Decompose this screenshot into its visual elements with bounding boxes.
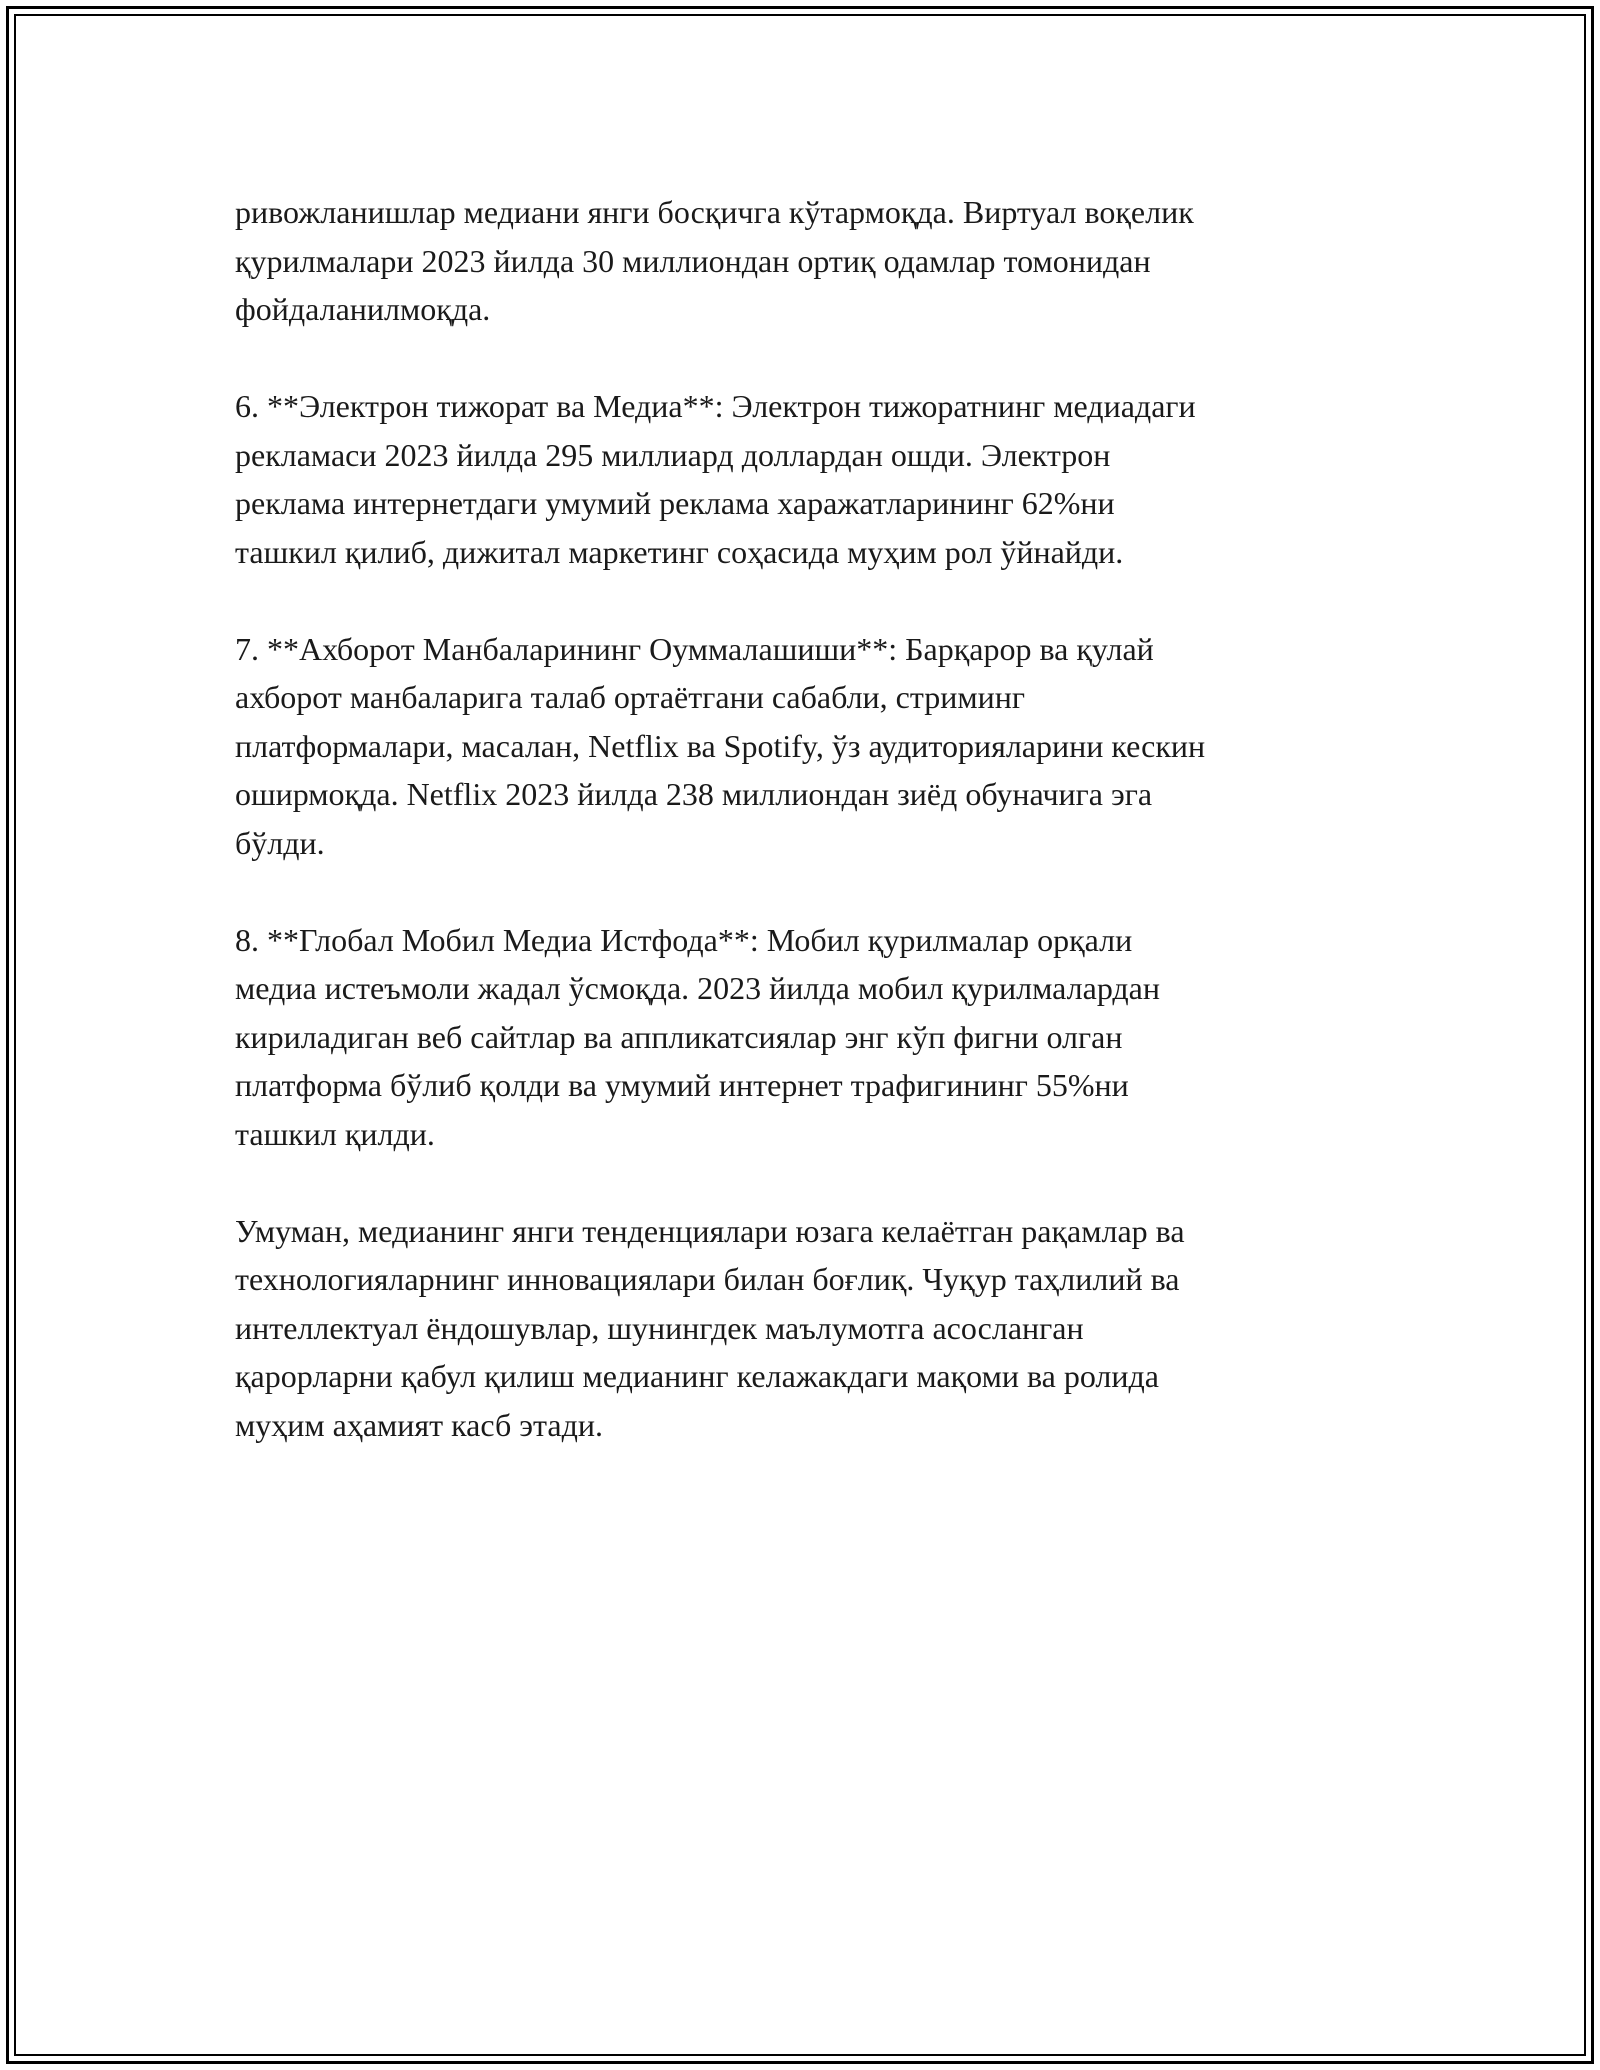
text-line: ташкил қилди. — [235, 1115, 435, 1152]
paragraph-vr-devices — [235, 188, 1365, 334]
paragraph-ecommerce-media — [235, 382, 1365, 576]
text-line: қарорларни қабул қилиш медианинг келажакдаги мақоми ва ролида — [235, 1358, 1159, 1394]
text-line: медиа истеъмоли жадал ўсмоқда. 2023 йилда мобил қурилмалардан — [235, 970, 1160, 1006]
text-line: оширмоқда. Netflix 2023 йилда 238 миллиондан зиёд обуначига эга — [235, 776, 1153, 812]
text-line: 7. **Ахборот Манбаларининг Оуммалашиши**: Барқарор ва қулай — [235, 630, 1154, 667]
text-line: бўлди. — [235, 824, 325, 861]
text-line: платформа бўлиб қолди ва умумий интернет трафигининг 55%ни — [235, 1067, 1129, 1103]
paragraph-conclusion — [235, 1207, 1365, 1450]
text-line: реклама интернетдаги умумий реклама харажатларининг 62%ни — [235, 485, 1115, 521]
text-line: 8. **Глобал Мобил Медиа Истфода**: Мобил қурилмалар орқали — [235, 921, 1133, 958]
text-line: платформалари, масалан, Netflix ва Spotify, ўз аудиторияларини кескин — [235, 727, 1206, 764]
text-line: интеллектуал ёндошувлар, шунингдек маълумотга асосланган — [235, 1309, 1084, 1346]
text-line: технологияларнинг инновациялари билан боғлиқ. Чуқур таҳлилий ва — [235, 1261, 1180, 1297]
text-line: ташкил қилиб, дижитал маркетинг соҳасида муҳим рол ўйнайди. — [235, 533, 1124, 570]
paragraph-mobile-media — [235, 916, 1365, 1159]
text-line: Умуман, медианинг янги тенденциялари юзага келаётган рақамлар ва — [235, 1212, 1185, 1249]
text-line: ривожланишлар медиани янги босқичга кўтармоқда. Виртуал воқелик — [235, 194, 1194, 230]
document-body — [235, 188, 1365, 1498]
text-line: рекламаси 2023 йилда 295 миллиард доллардан ошди. Электрон — [235, 436, 1111, 473]
text-line: кириладиган веб сайтлар ва аппликатсиялар энг кўп фигни олган — [235, 1018, 1123, 1055]
text-line: ахборот манбаларига талаб ортаётгани сабабли, стриминг — [235, 679, 1025, 715]
text-line: фойдаланилмоқда. — [235, 291, 491, 327]
paragraph-information-sources — [235, 625, 1365, 868]
text-line: муҳим аҳамият касб этади. — [235, 1406, 603, 1443]
text-line: қурилмалари 2023 йилда 30 миллиондан ортиқ одамлар томонидан — [235, 242, 1151, 279]
text-line: 6. **Электрон тижорат ва Медиа**: Электрон тижоратнинг медиадаги — [235, 388, 1196, 424]
